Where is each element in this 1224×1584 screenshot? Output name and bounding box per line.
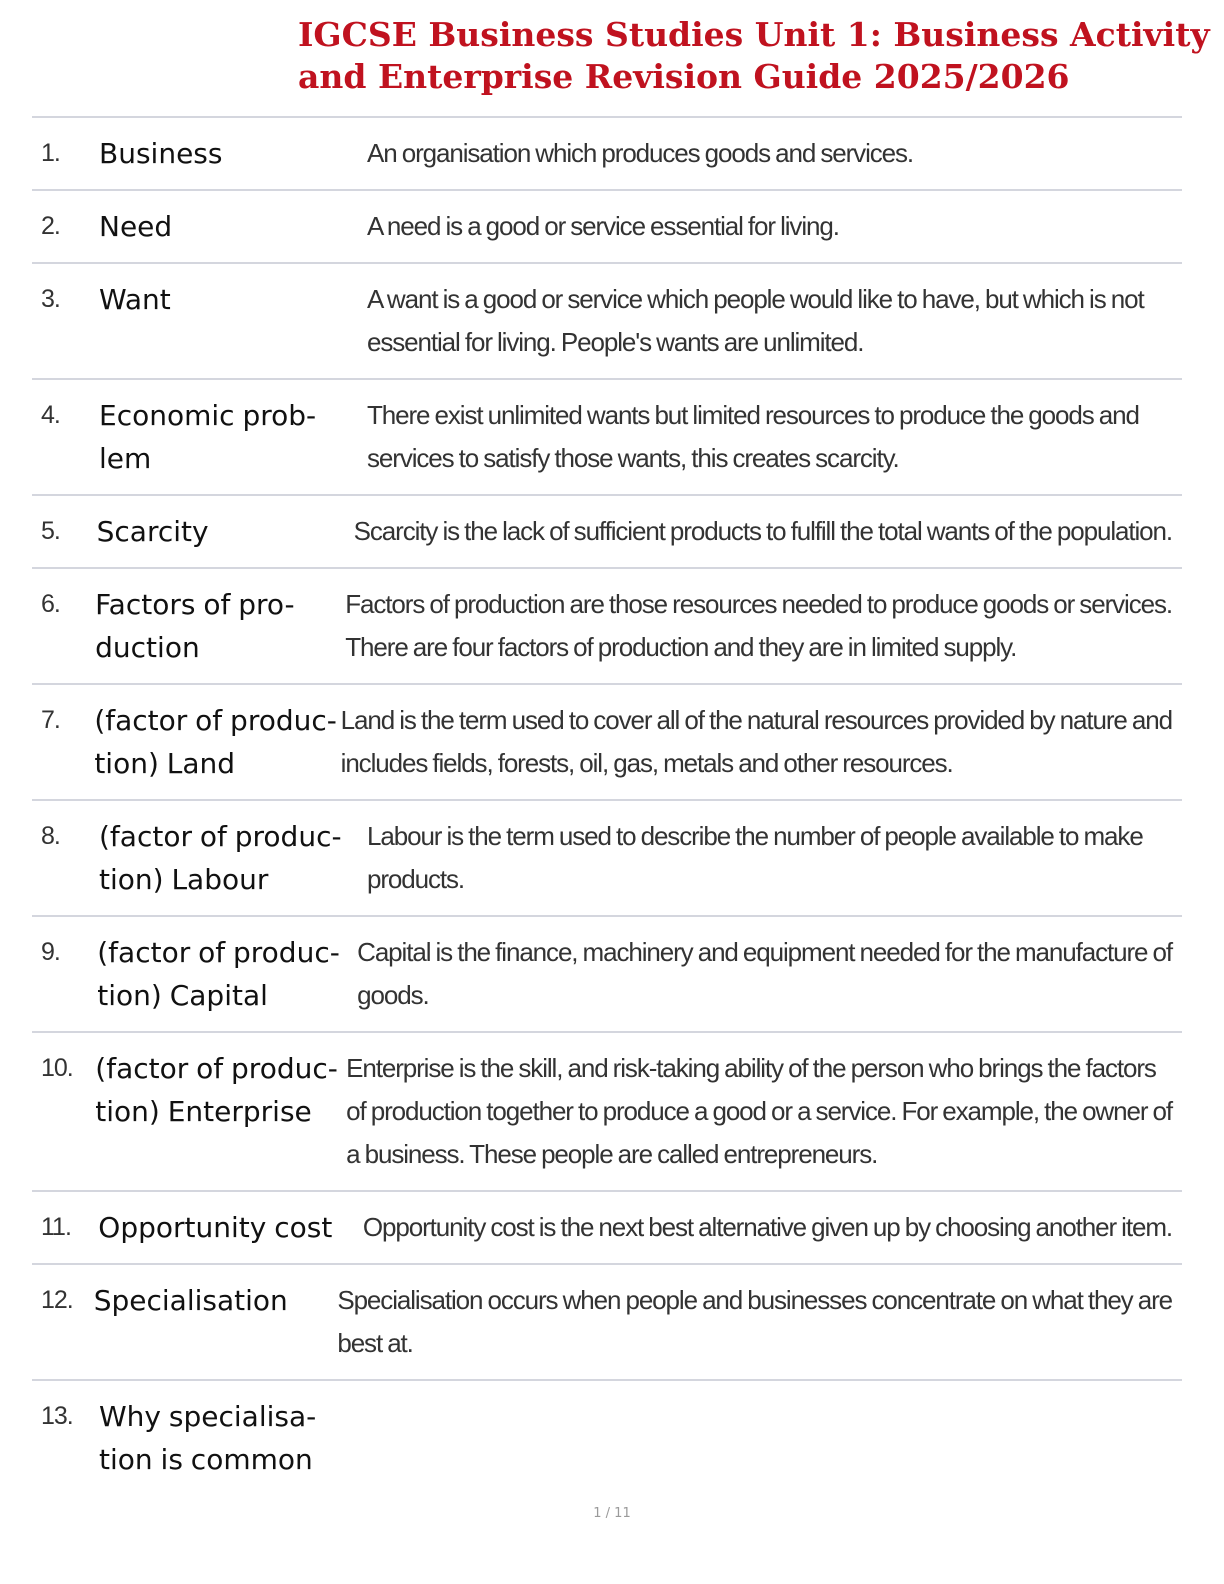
term-line: Opportunity cost — [98, 1211, 333, 1244]
definition-line: Land is the term used to cover all of the natural resources provided by nature and — [340, 705, 1172, 735]
definition — [367, 132, 1182, 175]
definition-line: Opportunity cost is the next best alternative given up by choosing another item. — [362, 1212, 1172, 1242]
row-number: 3. — [41, 285, 60, 313]
definition-line: A want is a good or service which people would like to have, but which is not — [367, 284, 1144, 314]
definition — [354, 510, 1182, 553]
glossary-row — [32, 264, 1182, 380]
title-line-1: IGCSE Business Studies Unit 1: Business Activity — [298, 15, 1210, 54]
term-line: Need — [99, 210, 173, 243]
definition-line: A need is a good or service essential for living. — [367, 211, 839, 241]
definition-line: There are four factors of production and they are in limited supply. — [345, 632, 1017, 662]
term-line: Economic prob- — [99, 399, 317, 432]
term-line: tion is common — [99, 1443, 313, 1476]
definition-line: products. — [367, 864, 465, 894]
term-line: duction — [95, 631, 200, 664]
row-number: 10. — [41, 1054, 73, 1082]
definition-line: of production together to produce a good or a service. For example, the owner of — [346, 1096, 1172, 1126]
glossary-row — [32, 1192, 1182, 1265]
term-line: Want — [99, 283, 171, 316]
term — [95, 583, 345, 669]
glossary-row — [32, 191, 1182, 264]
glossary-row — [32, 380, 1182, 496]
term — [99, 278, 367, 364]
row-number: 6. — [41, 590, 60, 618]
definition-line: best at. — [337, 1328, 413, 1358]
term — [99, 132, 367, 175]
term-line: Specialisation — [93, 1284, 288, 1317]
definition-line: Labour is the term used to describe the number of people available to make — [367, 821, 1143, 851]
row-number: 7. — [41, 706, 60, 734]
glossary-table — [32, 116, 1182, 1495]
term — [94, 1279, 338, 1365]
term-line: (factor of produc- — [94, 704, 337, 737]
definition-line: Enterprise is the skill, and risk-taking ability of the person who brings the factors — [346, 1053, 1156, 1083]
definition — [367, 205, 1182, 248]
glossary-row — [32, 118, 1182, 191]
row-number: 4. — [41, 401, 60, 429]
glossary-row — [32, 496, 1182, 569]
row-number: 5. — [41, 517, 60, 545]
term — [99, 815, 367, 901]
page-indicator: 1 / 11 — [593, 1506, 631, 1521]
row-number: 13. — [41, 1402, 73, 1430]
term-line: Scarcity — [96, 515, 209, 548]
definition — [367, 815, 1182, 901]
definition — [345, 583, 1182, 669]
definition — [337, 1279, 1182, 1365]
row-number: 11. — [41, 1213, 71, 1241]
definition — [346, 1047, 1182, 1176]
term-line: tion) Enterprise — [95, 1095, 312, 1128]
glossary-row — [32, 1265, 1182, 1381]
row-number: 1. — [41, 139, 60, 167]
glossary-row — [32, 685, 1182, 801]
definition-line: An organisation which produces goods and services. — [367, 138, 914, 168]
definition-line: includes fields, forests, oil, gas, metals and other resources. — [340, 748, 953, 778]
glossary-row — [32, 1033, 1182, 1192]
term-line: Factors of pro- — [95, 588, 295, 621]
glossary-row — [32, 569, 1182, 685]
definition-line: Specialisation occurs when people and businesses concentrate on what they are — [337, 1285, 1172, 1315]
definition — [363, 1206, 1182, 1249]
row-number: 9. — [41, 938, 60, 966]
definition — [341, 699, 1182, 785]
row-number: 2. — [41, 212, 60, 240]
definition-line: Capital is the finance, machinery and equipment needed for the manufacture of — [357, 937, 1172, 967]
definition-line: There exist unlimited wants but limited resources to produce the goods and — [367, 400, 1139, 430]
term-line: tion) Capital — [97, 979, 268, 1012]
term-line: (factor of produc- — [95, 1052, 338, 1085]
term — [94, 699, 340, 785]
term-line: (factor of produc- — [97, 936, 340, 969]
term — [95, 1047, 346, 1176]
row-number: 12. — [41, 1286, 73, 1314]
definition-line: a business. These people are called entrepreneurs. — [346, 1139, 878, 1169]
definition-line: Factors of production are those resources needed to produce goods or services. — [345, 589, 1172, 619]
definition — [357, 931, 1182, 1017]
definition-line: services to satisfy those wants, this creates scarcity. — [367, 443, 899, 473]
term — [99, 205, 367, 248]
term — [99, 1395, 367, 1481]
definition — [367, 278, 1182, 364]
glossary-row — [32, 1381, 1182, 1495]
term-line: Business — [99, 137, 223, 170]
document-title — [298, 14, 1210, 98]
term — [97, 931, 357, 1017]
row-number: 8. — [41, 822, 60, 850]
term — [99, 394, 367, 480]
definition — [367, 1395, 1182, 1481]
definition-line: essential for living. People's wants are unlimited. — [367, 327, 864, 357]
definition-line: goods. — [357, 980, 429, 1010]
glossary-row — [32, 917, 1182, 1033]
title-line-2: and Enterprise Revision Guide 2025/2026 — [298, 57, 1070, 96]
term-line: (factor of produc- — [99, 820, 342, 853]
term-line: tion) Land — [94, 747, 236, 780]
term-line: Why specialisa- — [99, 1400, 317, 1433]
glossary-row — [32, 801, 1182, 917]
term — [97, 510, 354, 553]
definition-line: Scarcity is the lack of sufficient products to fulfill the total wants of the population. — [353, 516, 1172, 546]
term — [98, 1206, 363, 1249]
term-line: lem — [99, 442, 152, 475]
term-line: tion) Labour — [99, 863, 269, 896]
definition — [367, 394, 1182, 480]
